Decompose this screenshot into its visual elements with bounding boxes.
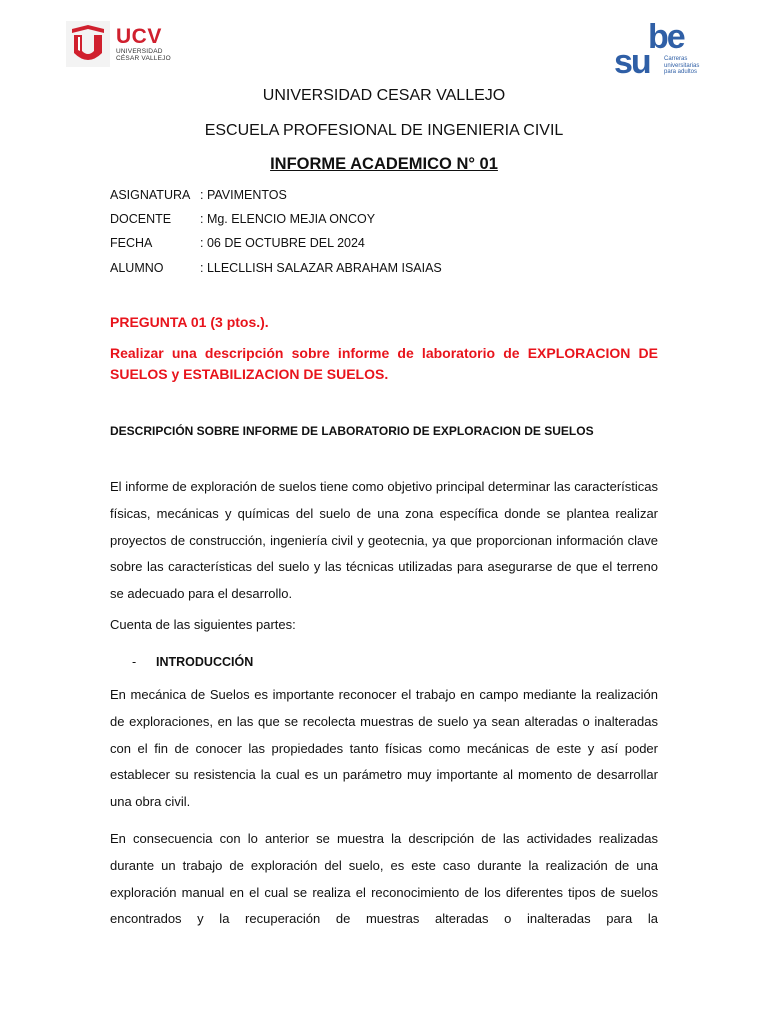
ucv-abbr: UCV <box>116 24 162 48</box>
ucv-emblem-icon <box>66 21 110 67</box>
meta-value: : Mg. ELENCIO MEJIA ONCOY <box>200 212 376 226</box>
bullet-introduccion <box>132 655 253 669</box>
meta-label: DOCENTE <box>110 212 172 226</box>
meta-row-docente <box>110 212 375 226</box>
ucv-logo <box>66 20 176 68</box>
parts-intro: Cuenta de las siguientes partes: <box>110 617 296 632</box>
university-name: UNIVERSIDAD CESAR VALLEJO <box>262 87 506 104</box>
sube-tagline: Carreras universitarias para adultos <box>664 56 700 75</box>
paragraph-introduction: En mecánica de Suelos es importante reconocer el trabajo en campo mediante la realización de exploraciones, en las que se recolecta muestras de suelo ya sean alteradas o inalteradas con el fin de conocer las propiedades tanto físicas como mecánicas de este y así poder establecer su resistencia la cual es un parámetro muy importante al momento de desarrollar una obra civil. <box>110 687 658 810</box>
meta-value: : 06 DE OCTUBRE DEL 2024 <box>200 236 365 250</box>
meta-row-alumno <box>110 261 442 275</box>
question-title: PREGUNTA 01 (3 ptos.). <box>110 314 269 330</box>
question-text: Realizar una descripción sobre informe de laboratorio de EXPLORACION DE SUELOS y ESTABILIZACION DE SUELOS. <box>110 345 658 382</box>
meta-value: : PAVIMENTOS <box>200 188 287 202</box>
paragraph-consequence: En consecuencia con lo anterior se muestra la descripción de las actividades realizadas durante un trabajo de exploración del suelo, es este caso durante la realización de una exploración manual en el cual se realiza el reconocimiento de los diferentes tipos de suelos encontrados y la recuperación de muestras alteradas o inalteradas para la <box>110 831 658 927</box>
ucv-line2: CÉSAR VALLEJO <box>116 55 171 62</box>
meta-label: FECHA <box>110 236 153 250</box>
meta-row-fecha <box>110 236 365 250</box>
sube-logo <box>614 20 714 80</box>
bullet-label: INTRODUCCIÓN <box>156 655 254 669</box>
paragraph-objective: El informe de exploración de suelos tiene como objetivo principal determinar las características físicas, mecánicas y químicas del suelo de una zona específica donde se plantea realizar proyectos de construcción, ingeniería civil y geotecnia, ya que proporcionan información clave sobre las características del suelo y las técnicas utilizadas para asegurarse de que el terreno se adecuado para el desarrollo. <box>110 479 658 602</box>
meta-label: ASIGNATURA <box>110 188 191 202</box>
report-title: INFORME ACADEMICO N° 01 <box>270 155 498 173</box>
meta-label: ALUMNO <box>110 261 164 275</box>
school-name: ESCUELA PROFESIONAL DE INGENIERIA CIVIL <box>204 122 564 139</box>
sube-be-text: be <box>648 18 684 56</box>
meta-value: : LLECLLISH SALAZAR ABRAHAM ISAIAS <box>200 261 442 275</box>
ucv-line1: UNIVERSIDAD <box>116 47 163 55</box>
meta-row-asignatura <box>110 188 287 202</box>
ucv-wordmark <box>116 26 171 63</box>
sube-su-text: su <box>614 43 650 81</box>
section-heading: DESCRIPCIÓN SOBRE INFORME DE LABORATORIO DE EXPLORACION DE SUELOS <box>110 424 594 438</box>
bullet-dash: - <box>132 655 137 669</box>
